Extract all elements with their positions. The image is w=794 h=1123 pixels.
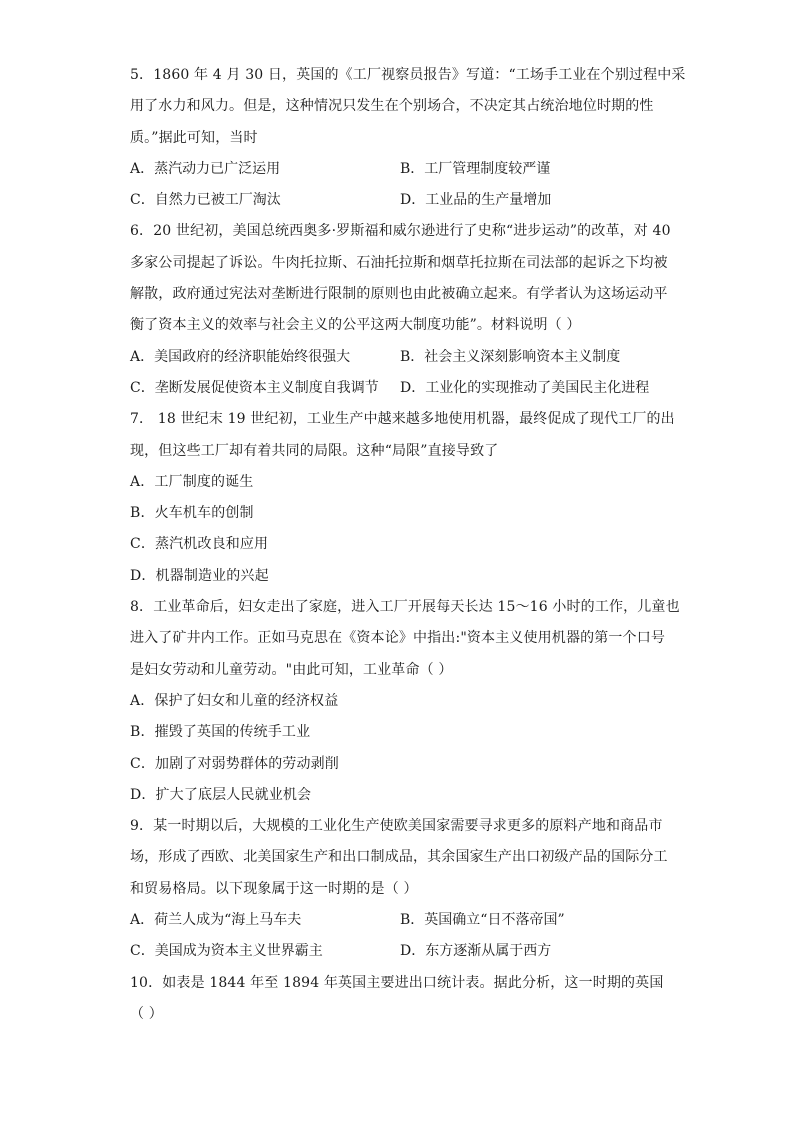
question-stem-line: 解散，政府通过宪法对垄断进行限制的原则也由此被确立起来。有学者认为这场运动平 [130,286,668,303]
option-b: B．火车机车的创制 [130,505,254,522]
option-a: A．荷兰人成为“海上马车夫 [130,912,302,929]
question-stem-line: 是妇女劳动和儿童劳动。"由此可知，工业革命（ ） [130,661,453,678]
question-stem-line: 5．1860 年 4 月 30 日，英国的《工厂视察员报告》写道：“工场手工业在个别过程中采 [130,67,686,83]
option-c: C．加剧了对弱势群体的劳动剥削 [130,755,339,772]
question-stem-line: 现，但这些工厂却有着共同的局限。这种“局限”直接导致了 [130,442,499,459]
option-c: C．美国成为资本主义世界霸主 [130,943,323,960]
question-stem-line: （ ） [130,1005,163,1022]
option-d: D．工业品的生产量增加 [400,192,552,209]
option-a: A．美国政府的经济职能始终很强大 [130,348,351,365]
option-c: C．自然力已被工厂淘汰 [130,192,281,209]
question-5 [130,60,686,216]
question-6 [130,216,670,404]
option-d: D．机器制造业的兴起 [130,567,269,584]
option-row [130,373,670,404]
exam-page [130,60,686,1030]
option-b: B．摧毁了英国的传统手工业 [130,724,311,741]
option-c: C．蒸汽机改良和应用 [130,536,269,553]
option-d: D．工业化的实现推动了美国民主化进程 [400,379,650,396]
question-stem-line: 8．工业革命后，妇女走出了家庭，进入工厂开展每天长达 15～16 小时的工作，儿童也 [130,599,680,616]
option-a: A．工厂制度的诞生 [130,473,254,490]
question-10 [130,968,670,1031]
question-7 [130,404,675,592]
option-c: C．垄断发展促使资本主义制度自我调节 [130,379,379,396]
question-stem-line: 6．20 世纪初，美国总统西奥多·罗斯福和威尔逊进行了史称“进步运动”的改革，对 40 [130,223,671,240]
option-b: B．工厂管理制度较严谨 [400,160,551,177]
option-d: D．东方逐渐从属于西方 [400,943,552,960]
option-row [130,905,670,936]
question-stem-line: 用了水力和风力。但是，这种情况只发生在个别场合，不决定其占统治地位时期的性 [130,98,654,115]
question-stem-line: 进入了矿井内工作。正如马克思在《资本论》中指出:"资本主义使用机器的第一个口号 [130,630,666,647]
option-row [130,154,670,185]
question-stem-line: 质。”据此可知，当时 [130,129,258,146]
option-d: D．扩大了底层人民就业机会 [130,786,312,803]
question-stem-line: 场，形成了西欧、北美国家生产和出口制成品，其余国家生产出口初级产品的国际分工 [130,849,668,866]
question-8 [130,592,680,811]
question-stem-line: 7． 18 世纪末 19 世纪初，工业生产中越来越多地使用机器，最终促成了现代工厂的出 [130,411,675,428]
question-stem-line: 多家公司提起了诉讼。牛肉托拉斯、石油托拉斯和烟草托拉斯在司法部的起诉之下均被 [130,254,668,271]
question-9 [130,811,670,967]
option-a: A．蒸汽动力已广泛运用 [130,160,281,177]
option-row [130,185,670,216]
question-stem-line: 10．如表是 1844 年至 1894 年英国主要进出口统计表。据此分析，这一时期的英国 [130,974,664,991]
option-b: B．社会主义深刻影响资本主义制度 [400,348,621,365]
question-stem-line: 衡了资本主义的效率与社会主义的公平这两大制度功能”。材料说明（ ） [130,317,581,334]
option-row [130,936,670,967]
option-b: B．英国确立“日不落帝国” [400,912,565,929]
question-stem-line: 9．某一时期以后，大规模的工业化生产使欧美国家需要寻求更多的原料产地和商品市 [130,818,663,835]
option-row [130,342,670,373]
option-a: A．保护了妇女和儿童的经济权益 [130,692,339,709]
question-stem-line: 和贸易格局。以下现象属于这一时期的是（ ） [130,880,418,897]
